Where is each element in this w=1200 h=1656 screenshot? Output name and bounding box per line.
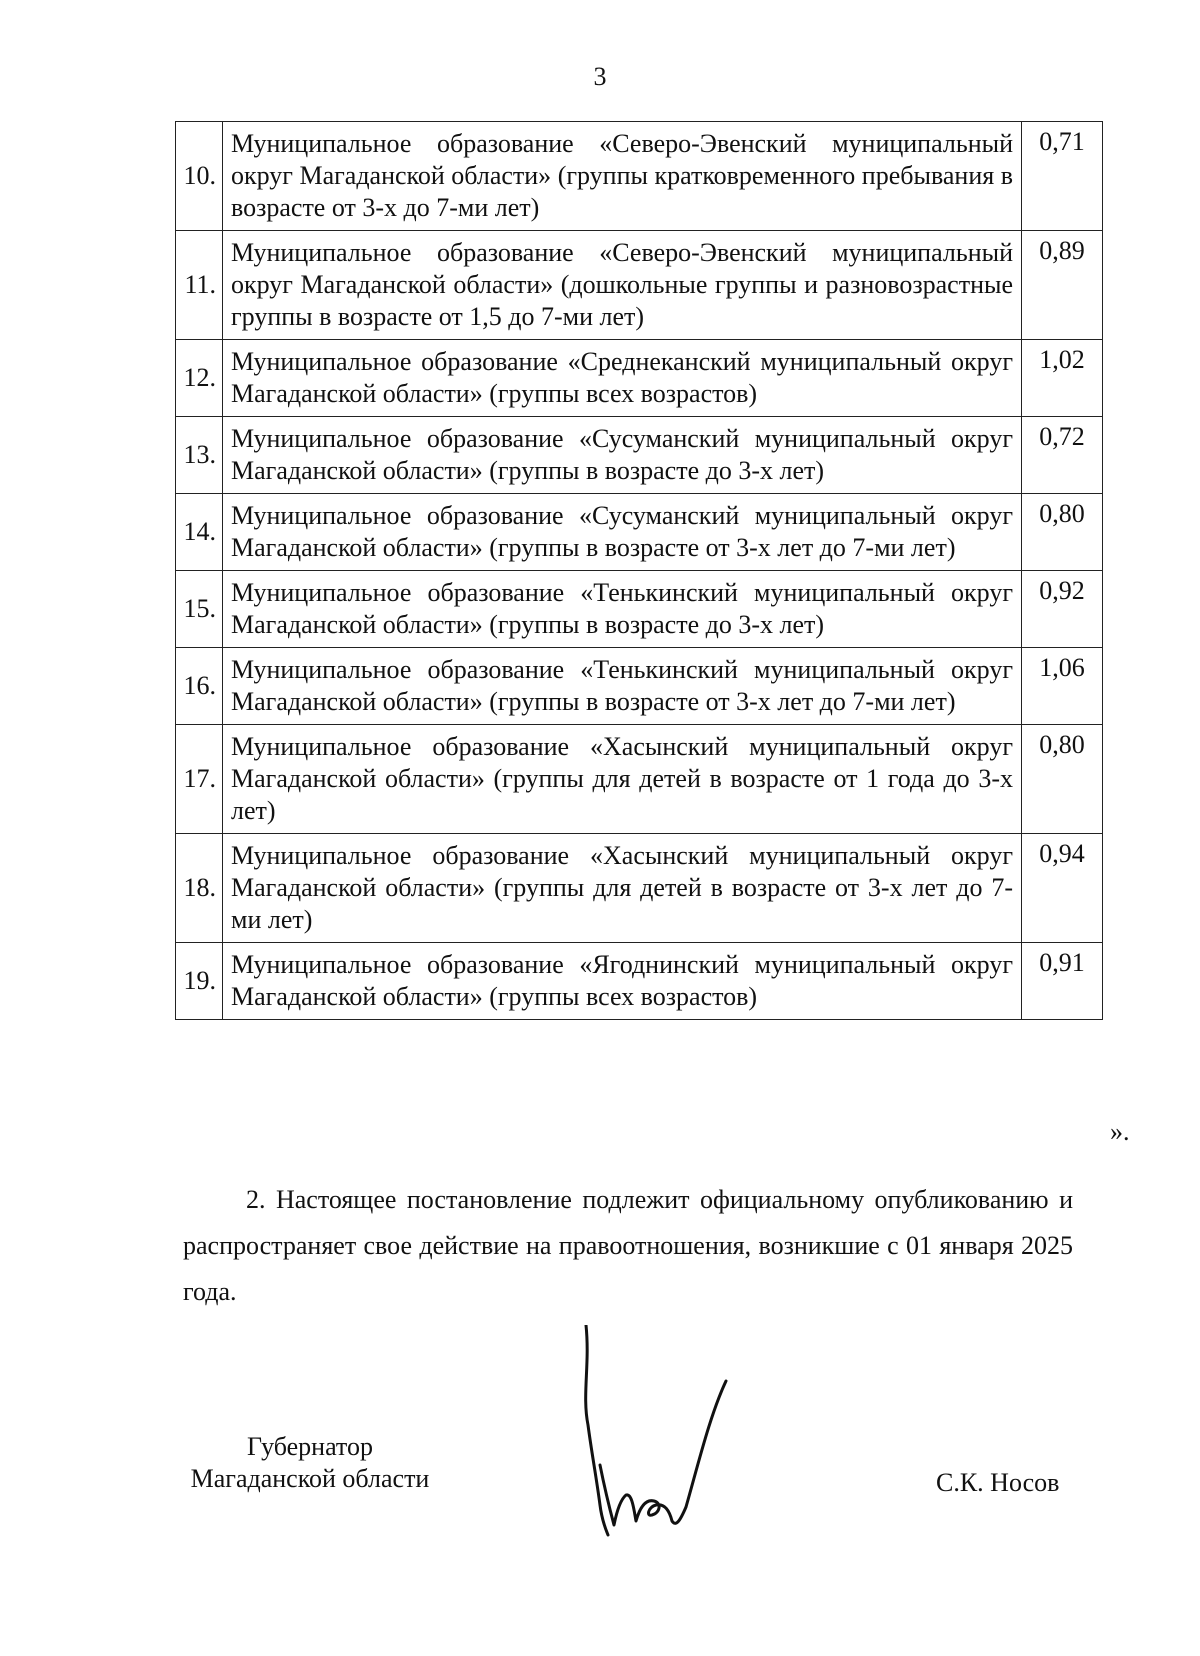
- row-coefficient: 1,06: [1022, 648, 1103, 725]
- signatory-title-line-1: Губернатор: [247, 1432, 373, 1461]
- row-number: 14.: [176, 494, 223, 571]
- row-description: Муниципальное образование «Ягоднинский муниципальный округ Магаданской области» (группы всех возрастов): [223, 943, 1022, 1020]
- clause-2: 2. Настоящее постановление подлежит официальному опубликованию и распространяет свое действие на правоотношения, возникшие с 01 января 2025 года.: [183, 1185, 1073, 1306]
- table-row: [176, 725, 1103, 834]
- table-row: [176, 494, 1103, 571]
- table-row: [176, 571, 1103, 648]
- row-number: 13.: [176, 417, 223, 494]
- handwritten-signature: [580, 1325, 760, 1545]
- row-coefficient: 0,94: [1022, 834, 1103, 943]
- row-description: Муниципальное образование «Северо-Эвенский муниципальный округ Магаданской области» (группы кратковременного пребывания в возрасте от 3-х до 7-ми лет): [223, 122, 1022, 231]
- row-number: 19.: [176, 943, 223, 1020]
- row-description: Муниципальное образование «Тенькинский муниципальный округ Магаданской области» (группы в возрасте от 3-х лет до 7-ми лет): [223, 648, 1022, 725]
- row-description: Муниципальное образование «Хасынский муниципальный округ Магаданской области» (группы для детей в возрасте от 1 года до 3-х лет): [223, 725, 1022, 834]
- table-row: [176, 231, 1103, 340]
- table-row: [176, 834, 1103, 943]
- row-description: Муниципальное образование «Хасынский муниципальный округ Магаданской области» (группы для детей в возрасте от 3-х лет до 7-ми лет): [223, 834, 1022, 943]
- signatory-name: С.К. Носов: [936, 1468, 1060, 1497]
- row-coefficient: 1,02: [1022, 340, 1103, 417]
- row-number: 11.: [176, 231, 223, 340]
- row-number: 12.: [176, 340, 223, 417]
- row-description: Муниципальное образование «Тенькинский муниципальный округ Магаданской области» (группы в возрасте до 3-х лет): [223, 571, 1022, 648]
- row-description: Муниципальное образование «Северо-Эвенский муниципальный округ Магаданской области» (дошкольные группы и разновозрастные группы в возрасте от 1,5 до 7-ми лет): [223, 231, 1022, 340]
- row-description: Муниципальное образование «Сусуманский муниципальный округ Магаданской области» (группы в возрасте от 3-х лет до 7-ми лет): [223, 494, 1022, 571]
- page-number: 3: [593, 62, 607, 91]
- row-coefficient: 0,92: [1022, 571, 1103, 648]
- row-number: 16.: [176, 648, 223, 725]
- table-row: [176, 648, 1103, 725]
- signatory-title-line-2: Магаданской области: [190, 1464, 430, 1493]
- table-row: [176, 122, 1103, 231]
- table-row: [176, 943, 1103, 1020]
- row-coefficient: 0,71: [1022, 122, 1103, 231]
- signatory-title: [180, 1431, 440, 1495]
- row-coefficient: 0,80: [1022, 725, 1103, 834]
- coefficients-table: [175, 121, 1103, 1020]
- row-number: 15.: [176, 571, 223, 648]
- closing-quote: ».: [1110, 1117, 1130, 1146]
- row-description: Муниципальное образование «Среднеканский муниципальный округ Магаданской области» (группы всех возрастов): [223, 340, 1022, 417]
- row-number: 18.: [176, 834, 223, 943]
- row-coefficient: 0,80: [1022, 494, 1103, 571]
- row-coefficient: 0,91: [1022, 943, 1103, 1020]
- row-description: Муниципальное образование «Сусуманский муниципальный округ Магаданской области» (группы в возрасте до 3-х лет): [223, 417, 1022, 494]
- row-number: 17.: [176, 725, 223, 834]
- table-row: [176, 340, 1103, 417]
- table-row: [176, 417, 1103, 494]
- row-coefficient: 0,72: [1022, 417, 1103, 494]
- row-coefficient: 0,89: [1022, 231, 1103, 340]
- row-number: 10.: [176, 122, 223, 231]
